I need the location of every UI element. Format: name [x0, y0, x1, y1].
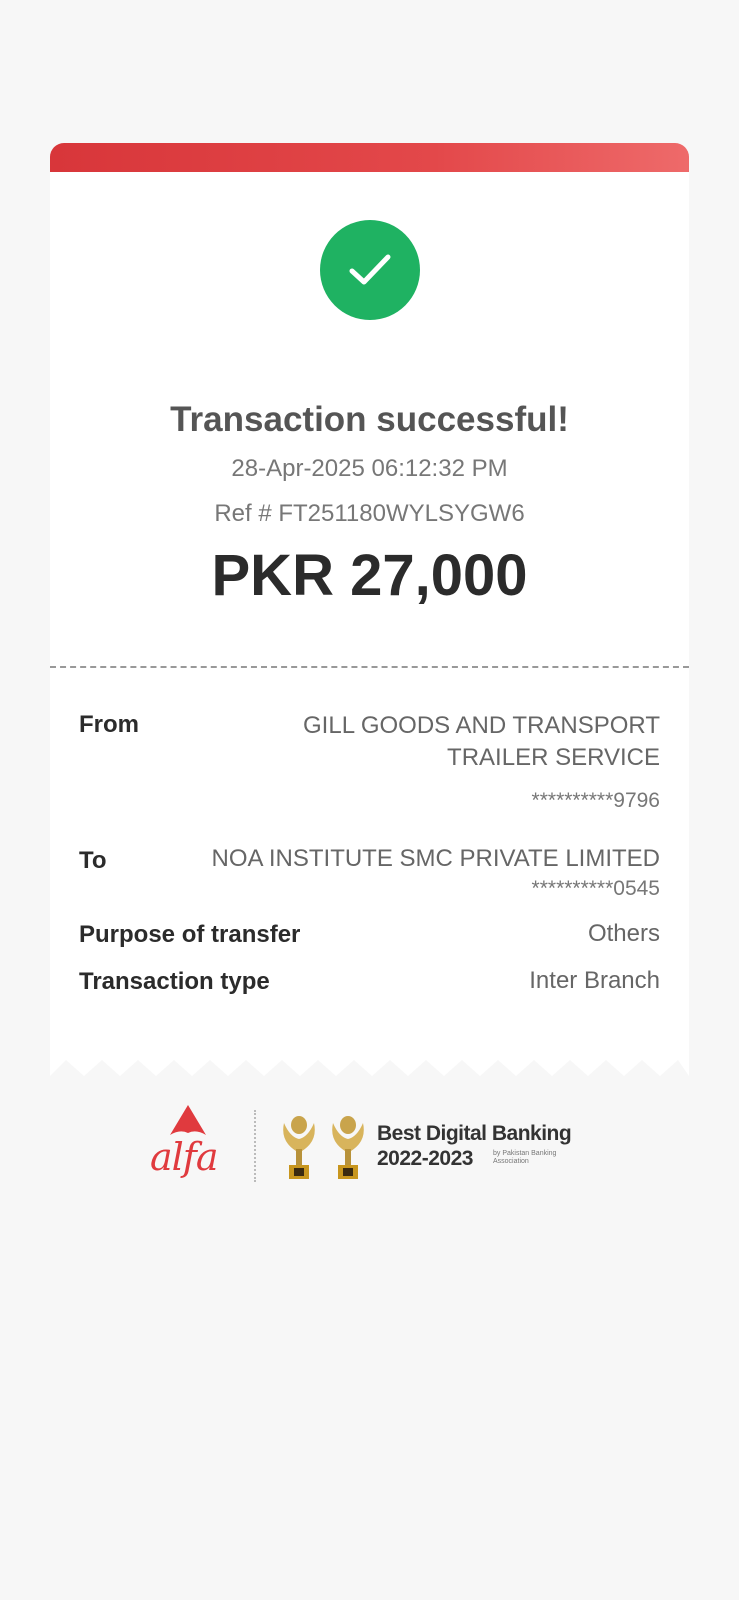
dashed-divider: [50, 666, 689, 668]
to-account-number: **********0545: [531, 877, 660, 900]
award-title: Best Digital Banking: [377, 1122, 572, 1145]
receipt-body: [50, 172, 689, 1052]
footer-separator: [254, 1110, 256, 1182]
trophy-icon: [327, 1115, 369, 1181]
receipt-zigzag-edge: [50, 1052, 689, 1076]
purpose-label: Purpose of transfer: [79, 921, 301, 948]
from-account-number: **********9796: [531, 789, 660, 812]
transaction-datetime: 28-Apr-2025 06:12:32 PM: [231, 455, 508, 482]
from-name: [303, 710, 660, 774]
check-icon: [320, 220, 420, 320]
trophy-icon: [278, 1115, 320, 1181]
reference-number: Ref # FT251180WYLSYGW6: [214, 500, 525, 527]
from-label: From: [79, 711, 139, 738]
transaction-amount: PKR 27,000: [211, 543, 528, 608]
status-title: Transaction successful!: [170, 400, 569, 439]
footer-branding: [150, 1105, 590, 1185]
purpose-value: Others: [587, 920, 660, 947]
alfa-mark-icon: [168, 1105, 208, 1139]
receipt-top-bar: [50, 143, 689, 172]
transaction-type-value: Inter Branch: [529, 967, 660, 994]
transaction-type-label: Transaction type: [79, 968, 270, 995]
alfa-logo: [150, 1105, 226, 1185]
award-issuer: by Pakistan Banking Association: [493, 1150, 557, 1165]
award-years: 2022-2023: [377, 1147, 473, 1170]
to-name: NOA INSTITUTE SMC PRIVATE LIMITED: [211, 845, 660, 872]
alfa-brand-text: alfa: [150, 1135, 218, 1179]
receipt-card: [50, 143, 689, 1076]
from-name-line1: GILL GOODS AND TRANSPORT: [303, 712, 660, 739]
from-name-line2: TRAILER SERVICE: [447, 744, 660, 771]
to-label: To: [79, 847, 107, 874]
